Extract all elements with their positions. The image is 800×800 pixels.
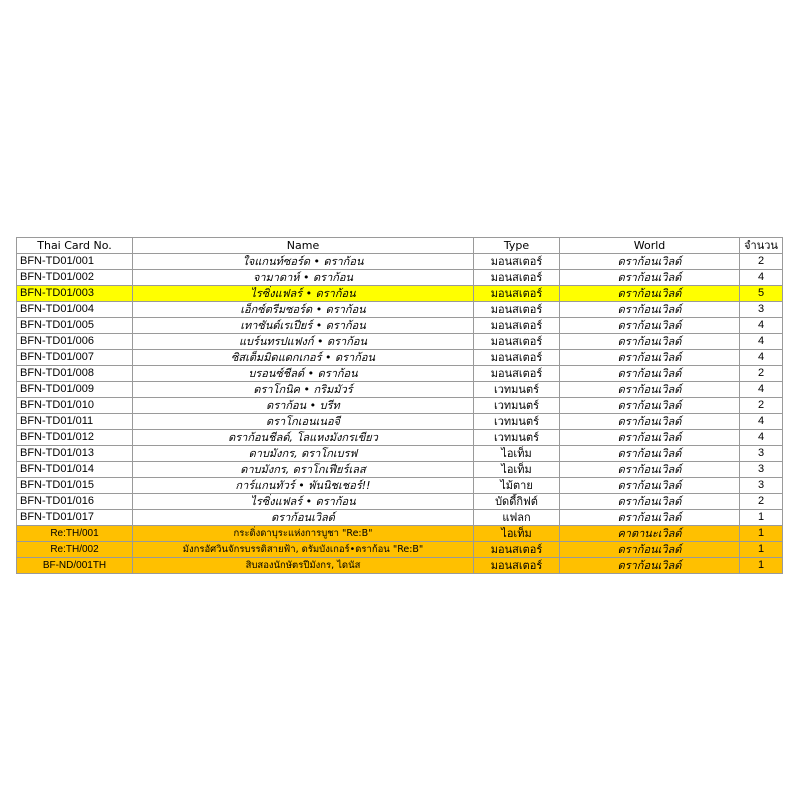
cell-world[interactable]: ดราก้อนเวิลด์ [560, 462, 740, 478]
cell-type[interactable]: เวทมนตร์ [474, 430, 560, 446]
table-row [17, 510, 783, 526]
cell-name[interactable]: ดาบมังกร, ดราโกเบรฟ [133, 446, 474, 462]
cell-quantity[interactable]: 4 [740, 318, 783, 334]
cell-type[interactable]: มอนสเตอร์ [474, 286, 560, 302]
cell-card-no[interactable]: BFN-TD01/006 [17, 334, 133, 350]
table-row [17, 446, 783, 462]
cell-card-no[interactable]: BFN-TD01/007 [17, 350, 133, 366]
header-row [17, 238, 783, 254]
spreadsheet [16, 237, 782, 574]
cell-type[interactable]: มอนสเตอร์ [474, 254, 560, 270]
cell-name[interactable]: สิบสองนักษัตรปีมังกร, ไดนัส [133, 558, 474, 574]
cell-type[interactable]: ไม้ตาย [474, 478, 560, 494]
table-row [17, 478, 783, 494]
cell-name[interactable]: กระดิ่งดาบุระแห่งการบูชา "Re:B" [133, 526, 474, 542]
cell-type[interactable]: มอนสเตอร์ [474, 270, 560, 286]
cell-card-no[interactable]: BFN-TD01/003 [17, 286, 133, 302]
cell-type[interactable]: เวทมนตร์ [474, 398, 560, 414]
cell-world[interactable]: ดราก้อนเวิลด์ [560, 558, 740, 574]
cell-name[interactable]: จามาดาห์ • ดราก้อน [133, 270, 474, 286]
cell-quantity[interactable]: 2 [740, 254, 783, 270]
header-quantity[interactable]: จำนวน [740, 238, 783, 254]
cell-quantity[interactable]: 3 [740, 478, 783, 494]
cell-world[interactable]: ดราก้อนเวิลด์ [560, 382, 740, 398]
cell-card-no[interactable]: BFN-TD01/014 [17, 462, 133, 478]
cell-card-no[interactable]: BFN-TD01/012 [17, 430, 133, 446]
cell-quantity[interactable]: 1 [740, 510, 783, 526]
cell-quantity[interactable]: 4 [740, 382, 783, 398]
cell-quantity[interactable]: 1 [740, 526, 783, 542]
cell-card-no[interactable]: BFN-TD01/010 [17, 398, 133, 414]
cell-type[interactable]: เวทมนตร์ [474, 414, 560, 430]
cell-world[interactable]: ดราก้อนเวิลด์ [560, 286, 740, 302]
cell-world[interactable]: ดราก้อนเวิลด์ [560, 366, 740, 382]
cell-quantity[interactable]: 1 [740, 558, 783, 574]
cell-type[interactable]: มอนสเตอร์ [474, 318, 560, 334]
table-row [17, 270, 783, 286]
table-body [17, 254, 783, 574]
cell-card-no[interactable]: BFN-TD01/013 [17, 446, 133, 462]
cell-name[interactable]: เทาซันด์เรเปียร์ • ดราก้อน [133, 318, 474, 334]
cell-quantity[interactable]: 3 [740, 446, 783, 462]
table-row [17, 302, 783, 318]
cell-quantity[interactable]: 1 [740, 542, 783, 558]
cell-world[interactable]: ดราก้อนเวิลด์ [560, 494, 740, 510]
cell-type[interactable]: ไอเท็ม [474, 462, 560, 478]
cell-name[interactable]: ใจแกนท์ซอร์ด • ดราก้อน [133, 254, 474, 270]
cell-type[interactable]: แฟลก [474, 510, 560, 526]
cell-card-no[interactable]: BFN-TD01/004 [17, 302, 133, 318]
table-row [17, 526, 783, 542]
cell-name[interactable]: ไรซิ่งแฟลร์ • ดราก้อน [133, 286, 474, 302]
table-row [17, 382, 783, 398]
table-row [17, 318, 783, 334]
cell-quantity[interactable]: 4 [740, 270, 783, 286]
table-row [17, 430, 783, 446]
cell-world[interactable]: ดราก้อนเวิลด์ [560, 350, 740, 366]
cell-name[interactable]: ดราก้อน • บรีท [133, 398, 474, 414]
cell-world[interactable]: ดราก้อนเวิลด์ [560, 414, 740, 430]
cell-quantity[interactable]: 2 [740, 366, 783, 382]
cell-name[interactable]: บรอนซ์ชีลด์ • ดราก้อน [133, 366, 474, 382]
cell-quantity[interactable]: 4 [740, 350, 783, 366]
header-card-no[interactable]: Thai Card No. [17, 238, 133, 254]
cell-quantity[interactable]: 5 [740, 286, 783, 302]
cell-name[interactable]: ไรซิ่งแฟลร์ • ดราก้อน [133, 494, 474, 510]
cell-world[interactable]: ดราก้อนเวิลด์ [560, 270, 740, 286]
table-row [17, 542, 783, 558]
table-row [17, 366, 783, 382]
cell-card-no[interactable]: BFN-TD01/002 [17, 270, 133, 286]
cell-name[interactable]: ดราโกนิค • กริมมัวร์ [133, 382, 474, 398]
cell-card-no[interactable]: BFN-TD01/017 [17, 510, 133, 526]
card-list-table [16, 237, 783, 574]
cell-card-no[interactable]: BFN-TD01/001 [17, 254, 133, 270]
cell-quantity[interactable]: 2 [740, 398, 783, 414]
cell-name[interactable]: ดราก้อนเวิลด์ [133, 510, 474, 526]
cell-card-no[interactable]: BFN-TD01/008 [17, 366, 133, 382]
cell-quantity[interactable]: 3 [740, 302, 783, 318]
table-row [17, 462, 783, 478]
cell-name[interactable]: ดาบมังกร, ดราโกเฟียร์เลส [133, 462, 474, 478]
cell-card-no[interactable]: BFN-TD01/015 [17, 478, 133, 494]
cell-type[interactable]: มอนสเตอร์ [474, 302, 560, 318]
cell-quantity[interactable]: 2 [740, 494, 783, 510]
cell-card-no[interactable]: BFN-TD01/009 [17, 382, 133, 398]
cell-world[interactable]: ดราก้อนเวิลด์ [560, 446, 740, 462]
cell-name[interactable]: เอ็กซ์ตรีมซอร์ด • ดราก้อน [133, 302, 474, 318]
cell-world[interactable]: ดราก้อนเวิลด์ [560, 334, 740, 350]
table-row [17, 494, 783, 510]
cell-world[interactable]: คาตานะเวิลด์ [560, 526, 740, 542]
cell-world[interactable]: ดราก้อนเวิลด์ [560, 254, 740, 270]
cell-world[interactable]: ดราก้อนเวิลด์ [560, 542, 740, 558]
cell-card-no[interactable]: BFN-TD01/011 [17, 414, 133, 430]
cell-world[interactable]: ดราก้อนเวิลด์ [560, 318, 740, 334]
cell-world[interactable]: ดราก้อนเวิลด์ [560, 302, 740, 318]
cell-card-no[interactable]: BFN-TD01/016 [17, 494, 133, 510]
cell-name[interactable]: ดราก้อนชีลด์, โลแหงมังกรเขียว [133, 430, 474, 446]
cell-world[interactable]: ดราก้อนเวิลด์ [560, 478, 740, 494]
cell-quantity[interactable]: 3 [740, 462, 783, 478]
cell-type[interactable]: มอนสเตอร์ [474, 350, 560, 366]
cell-type[interactable]: มอนสเตอร์ [474, 542, 560, 558]
cell-type[interactable]: มอนสเตอร์ [474, 558, 560, 574]
table-row [17, 334, 783, 350]
cell-name[interactable]: การ์แกนทัวร์ • พันนิชเชอร์!! [133, 478, 474, 494]
cell-type[interactable]: ไอเท็ม [474, 446, 560, 462]
table-row [17, 558, 783, 574]
cell-world[interactable]: ดราก้อนเวิลด์ [560, 510, 740, 526]
cell-type[interactable]: มอนสเตอร์ [474, 334, 560, 350]
cell-type[interactable]: มอนสเตอร์ [474, 366, 560, 382]
cell-name[interactable]: ดราโกเอนเนอจี [133, 414, 474, 430]
cell-world[interactable]: ดราก้อนเวิลด์ [560, 430, 740, 446]
table-row [17, 398, 783, 414]
cell-world[interactable]: ดราก้อนเวิลด์ [560, 398, 740, 414]
header-name[interactable]: Name [133, 238, 474, 254]
cell-type[interactable]: บัดดี้กิฟต์ [474, 494, 560, 510]
cell-card-no[interactable]: BF-ND/001TH [17, 558, 133, 574]
cell-card-no[interactable]: Re:TH/002 [17, 542, 133, 558]
header-world[interactable]: World [560, 238, 740, 254]
cell-type[interactable]: ไอเท็ม [474, 526, 560, 542]
cell-name[interactable]: มังกรอัศวินจักรบรรดิสายฟ้า, ดรัมบังเกอร์•ดราก้อน "Re:B" [133, 542, 474, 558]
header-type[interactable]: Type [474, 238, 560, 254]
cell-card-no[interactable]: Re:TH/001 [17, 526, 133, 542]
cell-card-no[interactable]: BFN-TD01/005 [17, 318, 133, 334]
table-row [17, 254, 783, 270]
cell-name[interactable]: แบร์นทรปแฟงก์ • ดราก้อน [133, 334, 474, 350]
cell-quantity[interactable]: 4 [740, 334, 783, 350]
table-row [17, 350, 783, 366]
cell-quantity[interactable]: 4 [740, 430, 783, 446]
table-row [17, 414, 783, 430]
table-row [17, 286, 783, 302]
cell-type[interactable]: เวทมนตร์ [474, 382, 560, 398]
cell-name[interactable]: ซิสเต็มมิดแดกเกอร์ • ดราก้อน [133, 350, 474, 366]
cell-quantity[interactable]: 4 [740, 414, 783, 430]
